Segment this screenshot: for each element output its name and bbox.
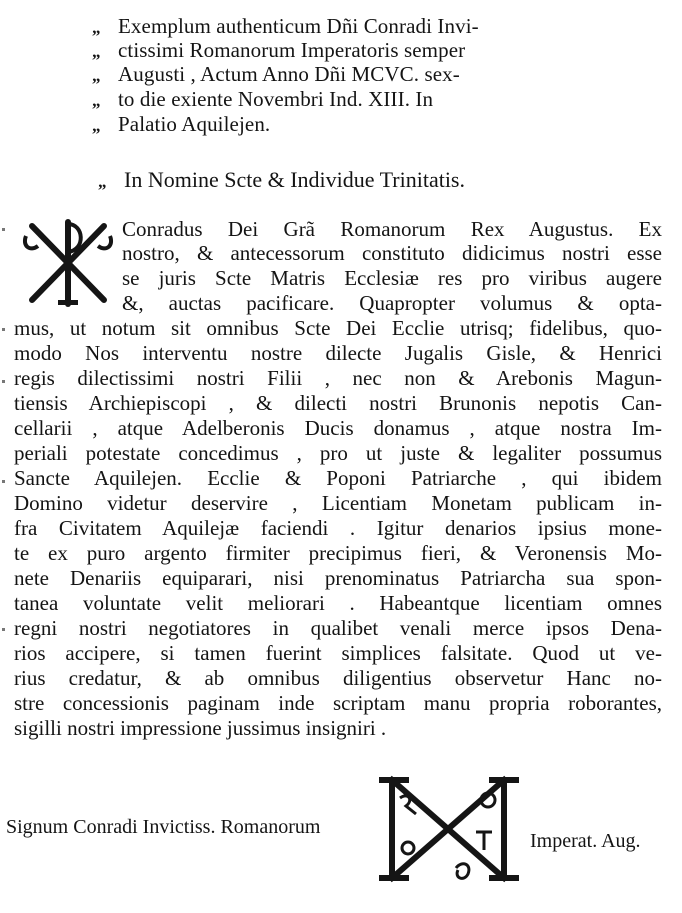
margin-mark (2, 228, 5, 231)
quote-text: Exemplum authenticum Dñi Conradi Invi- (118, 14, 479, 38)
margin-mark (2, 628, 5, 631)
quote-line (92, 87, 433, 113)
quote-line (92, 62, 460, 88)
quote-text: ctissimi Romanorum Imperatoris semper (118, 38, 466, 62)
quote-mark: „ (92, 91, 101, 110)
margin-mark (2, 328, 5, 331)
body-line: regis dilectissimi nostri Filii , nec non & Arebonis Magun- (14, 366, 662, 390)
quote-mark: „ (92, 66, 101, 85)
body-line: rios accipere, si tamen fuerint simplices falsitate. Quod ut ve- (14, 641, 662, 665)
quote-line (92, 112, 270, 138)
quote-mark: „ (92, 116, 101, 135)
quote-mark: „ (92, 18, 101, 37)
heading-text: In Nomine Scte & Individue Trinitatis. (124, 167, 465, 192)
quote-line (92, 14, 479, 40)
body-line: modo Nos interventu nostre dilecte Jugalis Gisle, & Henrici (14, 341, 662, 365)
body-line: sigilli nostri impressione jussimus insigniri . (14, 716, 387, 740)
body-line: Sancte Aquilejen. Ecclie & Poponi Patriarche , qui ibidem (14, 466, 662, 490)
invocation-heading (98, 167, 465, 193)
quote-text: Augusti , Actum Anno Dñi MCVC. sex- (118, 62, 460, 86)
margin-mark (2, 480, 5, 483)
body-line: Domino videtur deservire , Licentiam Monetam publicam in- (14, 491, 662, 515)
quote-text: to die exiente Novembri Ind. XIII. In (118, 87, 434, 111)
body-line: Conradus Dei Grã Romanorum Rex Augustus. Ex (122, 217, 662, 241)
body-line: stre concessionis paginam inde scriptam manu propria roborantes, (14, 691, 662, 715)
body-line: te ex puro argento firmiter precipimus fieri, & Veronensis Mo- (14, 541, 662, 565)
body-line: cellarii , atque Adelberonis Ducis donamus , atque nostra Im- (14, 416, 662, 440)
signum-text: Signum Conradi Invictiss. Romanorum (6, 816, 321, 838)
imperat-text: Imperat. Aug. (530, 830, 641, 852)
body-line: nete Denariis equiparari, nisi prenominatus Patriarcha sua spon- (14, 566, 662, 590)
body-line: mus, ut notum sit omnibus Scte Dei Ecclie utrisq; fidelibus, quo- (14, 316, 662, 340)
chrismon-initial (18, 216, 118, 308)
quote-mark: „ (92, 42, 101, 61)
body-line: tanea voluntate velit meliorari . Habeantque licentiam omnes (14, 591, 662, 615)
quote-mark: „ (98, 172, 107, 191)
body-line: tiensis Archiepiscopi , & dilecti nostri Brunonis nepotis Can- (14, 391, 662, 415)
quote-line (92, 38, 465, 64)
body-line: fra Civitatem Aquilejæ faciendi . Igitur denarios ipsius mone- (14, 516, 662, 540)
body-line: periali potestate concedimus , pro ut juste & legaliter possumus (14, 441, 662, 465)
body-line: &, auctas pacificare. Quapropter volumus & opta- (122, 291, 662, 315)
quote-text: Palatio Aquilejen. (118, 112, 271, 136)
imperial-monogram (376, 770, 526, 888)
body-line: rius credatur, & ab omnibus diligentius observetur Hanc no- (14, 666, 662, 690)
margin-mark (2, 380, 5, 383)
body-line: se juris Scte Matris Ecclesiæ res pro viribus augere (122, 266, 662, 290)
body-line: nostro, & antecessorum constituto didicimus nostri esse (122, 241, 662, 265)
body-line: regni nostri negotiatores in qualibet venali merce ipsos Dena- (14, 616, 662, 640)
